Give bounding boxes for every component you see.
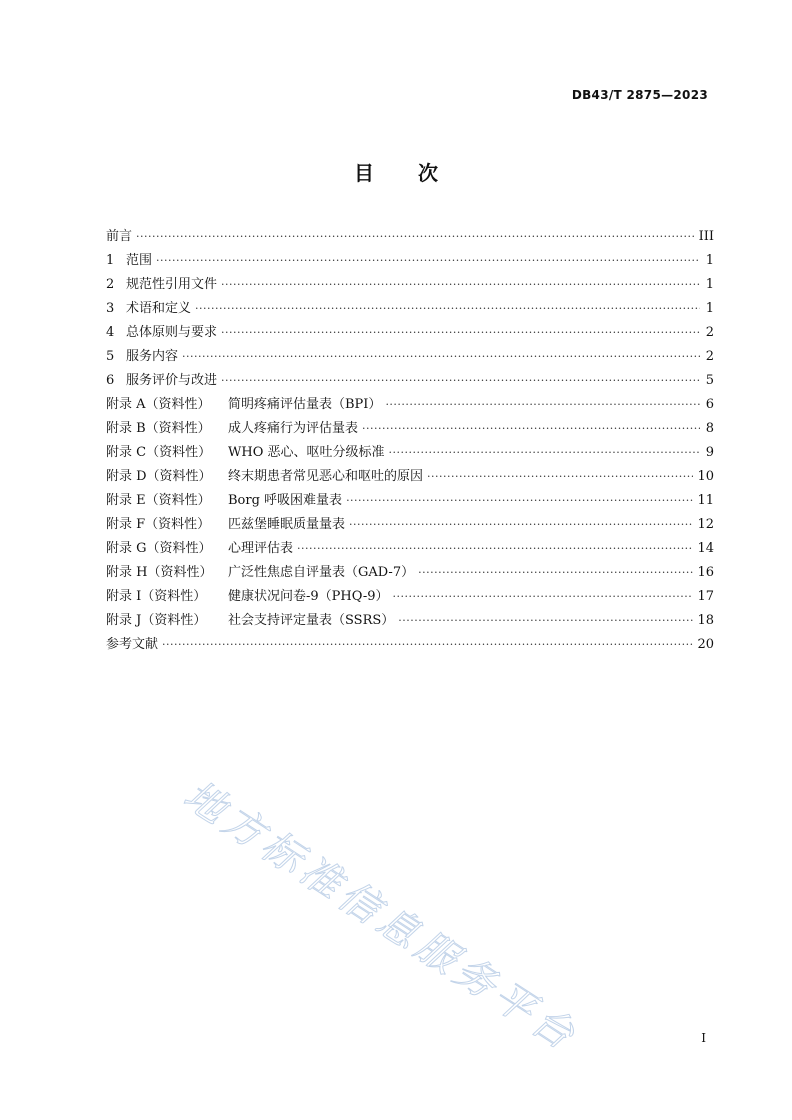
- toc-entry-page: 2: [705, 349, 714, 364]
- toc-entry-page: 14: [697, 541, 714, 556]
- appendix-label: 附录 D（资料性）: [106, 469, 212, 484]
- toc-entry-title: 心理评估表: [228, 541, 294, 556]
- leader-dots: [346, 489, 693, 513]
- toc-entry-appendix-c[interactable]: [106, 441, 714, 465]
- toc-entry-appendix-d[interactable]: [106, 465, 714, 489]
- toc-entry-page: 12: [697, 517, 714, 532]
- leader-dots: [385, 393, 700, 417]
- appendix-label: 附录 C（资料性）: [106, 445, 212, 460]
- toc-entry-6[interactable]: [106, 369, 714, 393]
- appendix-label: 附录 I（资料性）: [106, 589, 207, 604]
- leader-dots: [195, 297, 700, 321]
- toc-entry-title: 总体原则与要求: [126, 325, 218, 340]
- toc-entry-title: 简明疼痛评估量表（BPI）: [228, 397, 382, 412]
- toc-entry-page: 1: [705, 253, 714, 268]
- toc-entry-2[interactable]: [106, 273, 714, 297]
- toc-entry-title: 规范性引用文件: [126, 277, 218, 292]
- leader-dots: [418, 561, 693, 585]
- toc-entry-appendix-e[interactable]: [106, 489, 714, 513]
- appendix-label: 附录 G（资料性）: [106, 541, 212, 556]
- appendix-label: 附录 A（资料性）: [106, 397, 211, 412]
- toc-entry-page: 9: [705, 445, 714, 460]
- appendix-label: 附录 J（资料性）: [106, 613, 207, 628]
- toc-entry-5[interactable]: [106, 345, 714, 369]
- section-number: 1: [106, 253, 115, 268]
- toc-entry-title: 前言: [106, 229, 133, 244]
- toc-entry-page: 11: [697, 493, 714, 508]
- appendix-label: 附录 E（资料性）: [106, 493, 211, 508]
- toc-title-char-2: 次: [418, 161, 438, 185]
- toc-entry-appendix-a[interactable]: [106, 393, 714, 417]
- watermark: 地方标准信息服务平台: [175, 772, 587, 1062]
- toc-entry-appendix-f[interactable]: [106, 513, 714, 537]
- leader-dots: [162, 633, 693, 657]
- leader-dots: [427, 465, 693, 489]
- leader-dots: [362, 417, 700, 441]
- toc-entry-1[interactable]: [106, 249, 714, 273]
- toc-entry-appendix-g[interactable]: [106, 537, 714, 561]
- page-number: I: [701, 1031, 706, 1045]
- toc-entry-page: 16: [697, 565, 714, 580]
- toc-entry-title: 社会支持评定量表（SSRS）: [228, 613, 395, 628]
- toc-entry-page: 5: [705, 373, 714, 388]
- leader-dots: [297, 537, 693, 561]
- toc-entry-title: WHO 恶心、呕吐分级标准: [228, 445, 385, 460]
- section-number: 5: [106, 349, 115, 364]
- toc-title: [0, 157, 792, 186]
- leader-dots: [349, 513, 693, 537]
- toc-entry-title: Borg 呼吸困难量表: [228, 493, 343, 508]
- toc-entry-title: 终末期患者常见恶心和呕吐的原因: [228, 469, 424, 484]
- toc-entry-appendix-b[interactable]: [106, 417, 714, 441]
- leader-dots: [156, 249, 700, 273]
- leader-dots: [136, 225, 695, 249]
- toc-entry-title: 匹兹堡睡眠质量量表: [228, 517, 346, 532]
- table-of-contents: [106, 225, 714, 657]
- appendix-label: 附录 H（资料性）: [106, 565, 213, 580]
- toc-entry-page: 1: [705, 277, 714, 292]
- toc-entry-appendix-i[interactable]: [106, 585, 714, 609]
- toc-entry-page: III: [698, 229, 714, 244]
- toc-entry-title: 服务评价与改进: [126, 373, 218, 388]
- toc-entry-page: 10: [697, 469, 714, 484]
- toc-entry-page: 18: [697, 613, 714, 628]
- leader-dots: [221, 369, 700, 393]
- toc-title-char-1: 目: [354, 161, 374, 185]
- toc-entry-foreword[interactable]: [106, 225, 714, 249]
- toc-entry-appendix-h[interactable]: [106, 561, 714, 585]
- toc-entry-page: 6: [705, 397, 714, 412]
- leader-dots: [182, 345, 700, 369]
- toc-entry-page: 17: [697, 589, 714, 604]
- leader-dots: [221, 273, 700, 297]
- section-number: 6: [106, 373, 115, 388]
- toc-entry-title: 服务内容: [126, 349, 179, 364]
- section-number: 2: [106, 277, 115, 292]
- leader-dots: [221, 321, 700, 345]
- appendix-label: 附录 B（资料性）: [106, 421, 211, 436]
- toc-entry-title: 范围: [126, 253, 153, 268]
- toc-entry-title: 广泛性焦虑自评量表（GAD-7）: [228, 565, 415, 580]
- toc-entry-page: 20: [697, 637, 714, 652]
- section-number: 3: [106, 301, 115, 316]
- toc-entry-references[interactable]: [106, 633, 714, 657]
- document-code: DB43/T 2875—2023: [571, 88, 708, 102]
- toc-entry-4[interactable]: [106, 321, 714, 345]
- leader-dots: [393, 585, 694, 609]
- toc-entry-title: 健康状况问卷-9（PHQ-9）: [228, 589, 389, 604]
- toc-entry-title: 参考文献: [106, 637, 159, 652]
- toc-entry-title: 成人疼痛行为评估量表: [228, 421, 359, 436]
- toc-entry-3[interactable]: [106, 297, 714, 321]
- toc-entry-page: 8: [705, 421, 714, 436]
- toc-entry-appendix-j[interactable]: [106, 609, 714, 633]
- leader-dots: [389, 441, 701, 465]
- appendix-label: 附录 F（资料性）: [106, 517, 211, 532]
- toc-entry-title: 术语和定义: [126, 301, 192, 316]
- toc-entry-page: 2: [705, 325, 714, 340]
- leader-dots: [398, 609, 693, 633]
- section-number: 4: [106, 325, 115, 340]
- toc-entry-page: 1: [705, 301, 714, 316]
